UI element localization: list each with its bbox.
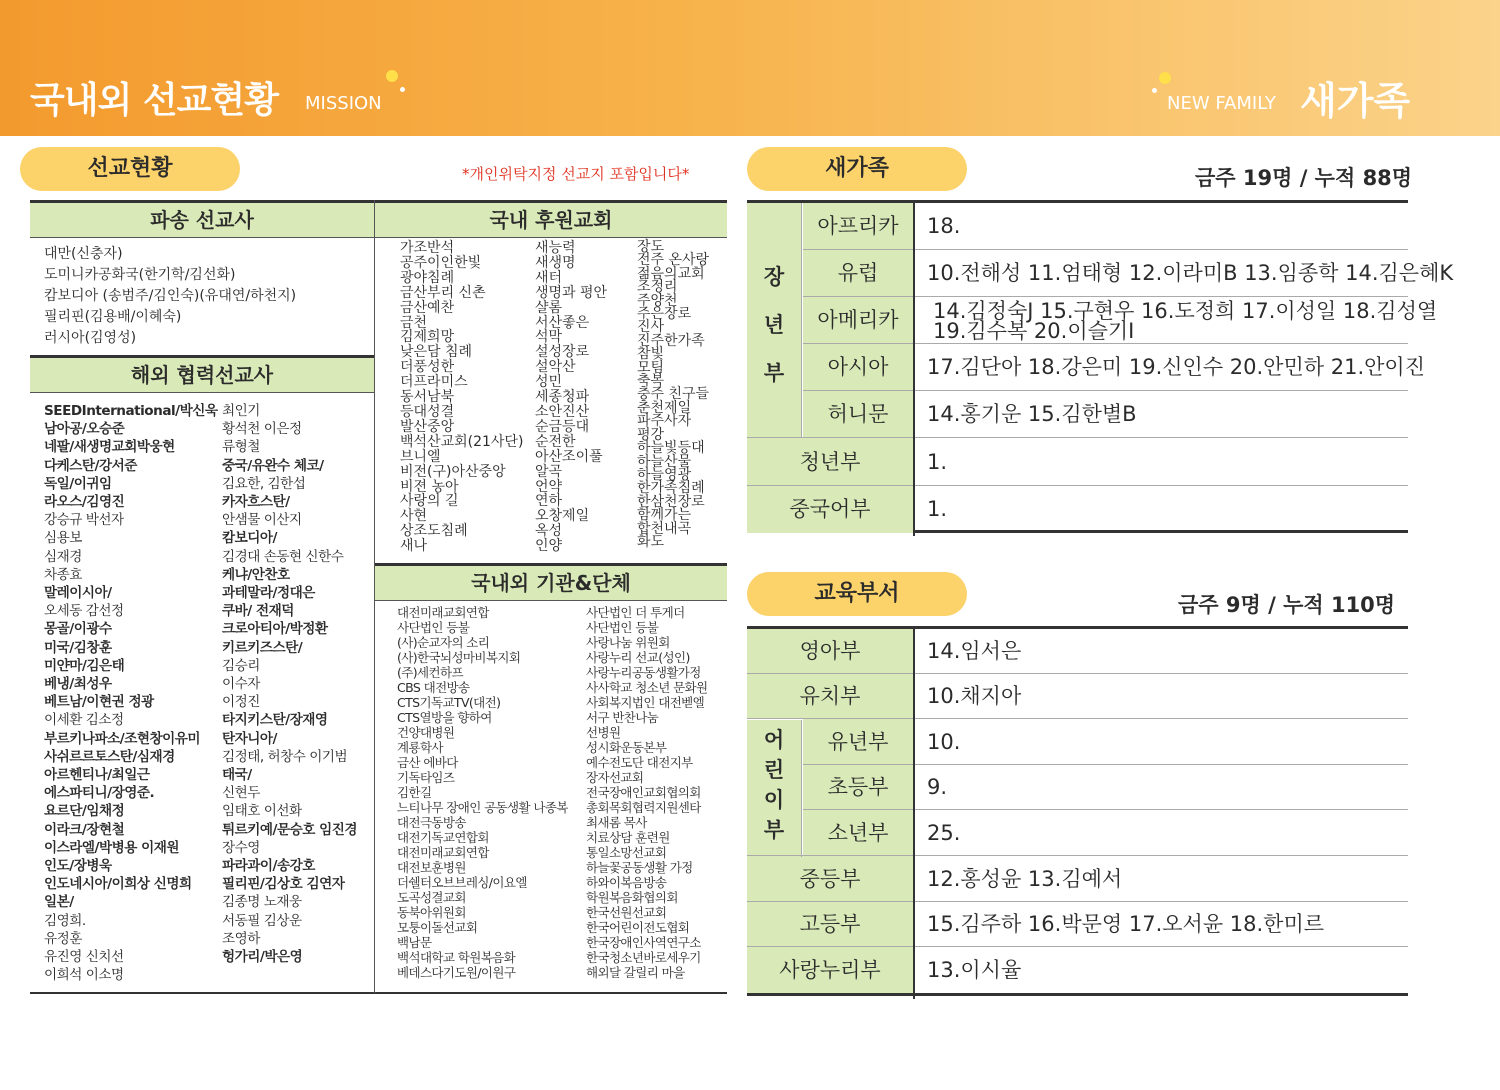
partner-missionary-item: 키르키즈스탄/ [222, 639, 303, 656]
partner-missionary-item: 요르단/임채정 [44, 803, 125, 820]
organization-item: 사랑누리 선교(성인) [586, 650, 690, 665]
partner-missionary-item: 카자흐스탄/ [222, 494, 290, 511]
education-row-value: 15.김주하 16.박문영 17.오서윤 18.한미르 [927, 912, 1325, 936]
domestic-church-item: 금산예찬 [400, 299, 455, 316]
education-row-value: 25. [927, 821, 961, 845]
newfamily-row-value: 14.김정숙J 15.구현우 16.도정희 17.이성일 18.김성열 [933, 299, 1438, 323]
newfamily-group-char: 년 [763, 313, 785, 337]
education-row-label: 중등부 [747, 856, 913, 902]
domestic-church-item: 순전한 [535, 433, 576, 450]
education-row-value: 9. [927, 775, 948, 799]
domestic-church-item: 진사 [637, 319, 665, 336]
newfamily-row-value: 18. [927, 214, 961, 238]
organization-item: 사단법인 등불 [586, 620, 659, 635]
domestic-church-item: 등대성결 [400, 403, 455, 420]
domestic-church-item: 새생명 [535, 254, 576, 271]
newfamily-table [747, 200, 1454, 533]
organization-item: 한국선원선교회 [586, 905, 667, 920]
organization-item: 사사학교 청소년 문화원 [586, 680, 708, 695]
organization-item: 더쉘터오브브레싱/이요엘 [397, 875, 527, 890]
group-divider [801, 203, 802, 438]
domestic-church-item: 설성장로 [535, 344, 590, 361]
organization-item: 전국장애인교회협의회 [586, 785, 701, 800]
organization-item: 치료상담 훈련원 [586, 830, 670, 845]
partner-missionary-item: 독일/이귀임 [44, 475, 112, 492]
domestic-church-header: 국내 후원교회 [375, 200, 727, 238]
sent-missionary-item: 캄보디아 (송범주/김인숙)(유대연/하천지) [44, 288, 297, 304]
domestic-church-item: 설악산 [535, 359, 576, 376]
education-row-label: 영아부 [747, 629, 913, 674]
partner-missionary-item: 이희석 이소명 [44, 967, 124, 984]
organization-item: 기독타임즈 [397, 770, 455, 785]
mission-section-pill: 선교현황 [20, 147, 240, 191]
education-group-char: 부 [763, 818, 785, 842]
newfamily-row-value: 14.홍기운 15.김한별B [927, 402, 1137, 426]
domestic-church-item: 한삼천장로 [637, 493, 705, 510]
partner-missionary-item: 사쉬르르토스탄/심재경 [44, 748, 175, 765]
organization-item: CBS 대전방송 [397, 680, 470, 695]
partner-missionary-item: 케냐/안찬호 [222, 566, 290, 583]
partner-missionary-item: 조영하 [222, 930, 260, 947]
partner-missionary-item: 타지키스탄/장재영 [222, 712, 328, 729]
education-group-cell [747, 720, 801, 857]
sent-missionary-item: 러시아(김영성) [44, 330, 137, 346]
organization-item: (사)순교자의 소리 [397, 635, 490, 650]
organization-item: 백남문 [397, 935, 432, 950]
organization-item: 김한길 [397, 785, 432, 800]
domestic-church-item: 연하 [535, 493, 563, 510]
organization-col1 [397, 605, 568, 980]
partner-missionary-item: 크로아티아/박정환 [222, 621, 328, 638]
partner-missionary-header: 해외 협력선교사 [30, 355, 374, 393]
organization-item: 계룡학사 [397, 740, 443, 755]
partner-missionary-item: 장수영 [222, 839, 260, 856]
partner-missionary-item: 심용보 [44, 530, 82, 547]
organization-item: 사랑나눔 위원회 [586, 635, 670, 650]
newfamily-row-label: 청년부 [747, 438, 913, 486]
education-row-label: 사랑누리부 [747, 947, 913, 993]
organization-col2 [586, 605, 708, 980]
decor-dot-small-icon [400, 87, 405, 92]
newfamily-group-char: 장 [763, 265, 785, 289]
organization-item: 백석대학교 학원복음화 [397, 950, 516, 965]
organization-item: CTS열방을 향하여 [397, 710, 492, 725]
education-row-value: 14.임서은 [927, 639, 1022, 663]
partner-missionary-item: 캄보디아/ [222, 530, 277, 547]
education-group-char: 린 [763, 758, 785, 782]
organization-item: 대전기독교연합회 [397, 830, 489, 845]
domestic-church-item: 세종청파 [535, 389, 590, 406]
partner-missionary-item: 중국/유완수 체코/ [222, 457, 324, 474]
organization-item: 느티나무 장애인 공동생활 나종복 [397, 800, 568, 815]
domestic-church-item: 서산좋은 [535, 314, 590, 331]
newfamily-group-char: 부 [763, 361, 785, 385]
organization-item: 하늘꽃공동생활 가정 [586, 860, 693, 875]
education-row-label: 초등부 [803, 765, 913, 810]
partner-missionary-item: 미국/김창훈 [44, 639, 112, 656]
organization-item: 장자선교회 [586, 770, 644, 785]
education-row-label: 고등부 [747, 902, 913, 947]
partner-missionary-item: 차종효 [44, 566, 82, 583]
domestic-church-item: 하늘산물 [637, 453, 692, 470]
mission-note: *개인위탁지정 선교지 포함입니다* [462, 165, 690, 183]
domestic-church-item: 옥성 [535, 523, 563, 540]
group-divider [801, 720, 802, 857]
organization-item: 사회복지법인 대전벧엘 [586, 695, 705, 710]
newfamily-row-label: 중국어부 [747, 486, 913, 533]
partner-missionary-item: 말레이시아/ [44, 585, 112, 602]
domestic-church-item: 상조도침례 [400, 523, 468, 540]
partner-missionary-item: 인도/장병욱 [44, 858, 112, 875]
newfamily-row-label: 유럽 [803, 250, 913, 297]
newfamily-row-value: 19.김수복 20.이슬기I [933, 319, 1135, 343]
domestic-church-item: 오창제일 [535, 508, 590, 525]
domestic-church-item: 젊음의교회 [637, 265, 705, 282]
organization-item: 사단법인 등불 [397, 620, 470, 635]
domestic-church-item: 주양천 [637, 292, 678, 309]
education-row-value: 10. [927, 730, 961, 754]
domestic-church-item: 충주 친구들 [637, 386, 710, 403]
organization-item: 대전미래교회연합 [397, 605, 489, 620]
education-section-pill: 교육부서 [747, 572, 967, 616]
partner-missionary-item: 아르헨티나/최일근 [44, 767, 150, 784]
partner-missionary-item: 유정훈 [44, 930, 82, 947]
partner-missionary-item: 부르키나파소/조현창이유미 [44, 730, 201, 747]
domestic-church-col1 [400, 241, 523, 554]
partner-missionary-item: 김요한, 김한섭 [222, 475, 306, 492]
organization-item: 베데스다기도원/이원구 [397, 965, 516, 980]
education-row-label: 유년부 [803, 719, 913, 765]
partner-missionary-item: 이스라엘/박병용 이재원 [44, 839, 180, 856]
domestic-church-item: 춘천제일 [637, 399, 692, 416]
organization-item: 학원복음화협의회 [586, 890, 678, 905]
domestic-church-item: 가조반석 [400, 240, 455, 256]
education-row-label: 소년부 [803, 810, 913, 856]
domestic-church-item: 장도 [637, 239, 665, 255]
education-row-label: 유치부 [747, 674, 913, 719]
partner-missionary-item: 쿠바/ 전재덕 [222, 603, 294, 620]
newfamily-row-label: 아메리카 [803, 297, 913, 344]
partner-missionary-item: 김영희. [44, 912, 86, 929]
partner-missionary-item: 김승리 [222, 657, 260, 674]
domestic-church-item: 평강 [637, 426, 665, 443]
partner-missionary-item: 신현두 [222, 785, 260, 802]
partner-missionary-item: 남아공/오승준 [44, 421, 125, 438]
sent-missionary-item: 대만(신충자) [44, 246, 123, 262]
partner-missionary-item: 유진영 신치선 [44, 949, 124, 966]
organization-item: 사랑누리공동생활가정 [586, 665, 701, 680]
partner-missionary-item: 필리핀/김상호 김연자 [222, 876, 345, 893]
domestic-church-item: 하늘영광 [637, 466, 692, 483]
header-right-subtitle: NEW FAMILY [1167, 93, 1276, 114]
partner-missionary-item: 김정태, 허창수 이기범 [222, 748, 348, 765]
partner-missionary-item: 황석천 이은정 [222, 421, 302, 438]
organization-item: 대전극동방송 [397, 815, 466, 830]
partner-missionary-item: 라오스/김영진 [44, 494, 125, 511]
organization-item: 해외달 갈릴리 마을 [586, 965, 685, 980]
domestic-church-item: 석막 [535, 329, 563, 346]
column-divider [913, 629, 915, 999]
domestic-church-item: 금산부리 신촌 [400, 284, 486, 301]
organization-item: 금산 에바다 [397, 755, 458, 770]
partner-missionary-item: 이라크/장현철 [44, 821, 125, 838]
decor-dot-icon [1159, 72, 1171, 84]
domestic-church-item: 낮은담 침례 [400, 344, 473, 361]
partner-missionary-item: 몽골/이광수 [44, 621, 112, 638]
domestic-church-item: 아산조이풀 [535, 448, 603, 465]
domestic-church-item: 더프라미스 [400, 374, 468, 391]
partner-missionary-item: 김경대 손동현 신한수 [222, 548, 344, 565]
domestic-church-item: 발산중앙 [400, 418, 455, 435]
domestic-church-item: 비전(구)아산중앙 [400, 463, 506, 480]
newfamily-section-pill: 새가족 [747, 147, 967, 191]
partner-list-col1 [44, 402, 218, 985]
organization-item: CTS기독교TV(대전) [397, 695, 501, 710]
domestic-church-item: 생명과 평안 [535, 284, 608, 301]
partner-missionary-item: 미얀마/김은태 [44, 657, 125, 674]
domestic-church-item: 하늘빛등대 [637, 440, 705, 457]
organization-item: 총회목회협력지원센타 [586, 800, 701, 815]
newfamily-row-label: 아프리카 [803, 203, 913, 250]
education-row-value: 13.이시율 [927, 958, 1022, 982]
newfamily-row-value: 1. [927, 497, 948, 521]
newfamily-row-value: 17.김단아 18.강은미 19.신인수 20.안민하 21.안이진 [927, 355, 1425, 379]
partner-list-col2 [222, 402, 357, 966]
partner-missionary-item: 류형철 [222, 439, 260, 456]
sent-missionary-item: 도미니카공화국(한기학/김선화) [44, 267, 236, 283]
partner-missionary-item: 베냉/최성우 [44, 676, 112, 693]
education-total: 금주 9명 / 누적 110명 [1178, 593, 1396, 617]
education-row-value: 12.홍성윤 13.김예서 [927, 867, 1123, 891]
domestic-church-item: 금천 [400, 314, 428, 331]
domestic-church-item: 새능력 [535, 240, 576, 256]
domestic-church-item: 참빛 [637, 346, 665, 363]
domestic-church-item: 백석산교회(21사단) [400, 433, 524, 450]
education-table [747, 626, 1408, 996]
domestic-church-item: 동서남북 [400, 389, 455, 406]
domestic-church-item: 함께가는 [637, 507, 692, 524]
decor-dot-icon [386, 70, 398, 82]
domestic-church-item: 새터 [535, 269, 563, 286]
partner-missionary-item: 과테말라/정대은 [222, 585, 315, 602]
partner-missionary-item: 이수자 [222, 676, 260, 693]
sent-missionary-header: 파송 선교사 [30, 200, 374, 238]
domestic-church-col2 [535, 241, 607, 554]
organization-item: 한국어린이전도협회 [586, 920, 690, 935]
domestic-church-item: 한가족침례 [637, 480, 705, 497]
domestic-church-item: 주은장로 [637, 306, 692, 323]
organization-item: 선병원 [586, 725, 621, 740]
partner-missionary-item: 에스파티니/장영준. [44, 785, 155, 802]
page-header [0, 0, 1500, 136]
partner-missionary-item: 임태호 이선화 [222, 803, 302, 820]
education-group-char: 이 [763, 788, 785, 812]
domestic-church-item: 파주사자 [637, 413, 692, 430]
domestic-church-item: 성민 [535, 374, 563, 391]
domestic-church-item: 화도 [637, 533, 665, 550]
partner-missionary-item: 최인기 [222, 403, 260, 419]
partner-missionary-item: 다케스탄/강서준 [44, 457, 137, 474]
domestic-church-item: 진주한가족 [637, 332, 705, 349]
domestic-church-item: 인양 [535, 538, 563, 555]
partner-missionary-item: 심재경 [44, 548, 82, 565]
organization-item: 동북아위원회 [397, 905, 466, 920]
domestic-church-item: 새나 [400, 538, 428, 555]
column-divider [913, 203, 915, 536]
domestic-church-item: 모팀 [637, 359, 665, 376]
partner-missionary-item: 강승규 박선자 [44, 512, 124, 529]
domestic-church-item: 언약 [535, 478, 563, 495]
organization-item: 한국청소년바로세우기 [586, 950, 701, 965]
newfamily-group-cell [747, 203, 801, 438]
organization-item: 서구 반찬나눔 [586, 710, 659, 725]
domestic-church-item: 비젼 농아 [400, 478, 459, 495]
domestic-church-item: 합천내곡 [637, 520, 692, 537]
organization-item: 대전미래교회연합 [397, 845, 489, 860]
organization-header: 국내외 기관&단체 [375, 563, 727, 601]
partner-missionary-item: 이세환 김소정 [44, 712, 124, 729]
organization-item: 건양대병원 [397, 725, 455, 740]
partner-missionary-item: 인도네시아/이희상 신명희 [44, 876, 192, 893]
organization-item: 예수전도단 대전지부 [586, 755, 693, 770]
domestic-church-item: 샬롬 [535, 299, 563, 316]
partner-missionary-item: 이정진 [222, 694, 260, 711]
partner-missionary-item: 탄자니아/ [222, 730, 277, 747]
domestic-church-item: 브니엘 [400, 448, 441, 465]
newfamily-row-label: 아시아 [803, 344, 913, 391]
newfamily-total: 금주 19명 / 누적 88명 [1195, 166, 1413, 190]
partner-missionary-item: 튀르키예/문승호 임진경 [222, 821, 358, 838]
domestic-church-item: 사현 [400, 508, 428, 525]
newfamily-row-value: 10.전해성 11.엄태형 12.이라미B 13.임종학 14.김은혜K [927, 261, 1454, 285]
domestic-church-item: 축복 [637, 373, 665, 390]
partner-missionary-item: 네팔/새생명교회박웅현 [44, 439, 175, 456]
domestic-church-item: 김제희망 [400, 329, 455, 346]
partner-missionary-item: 서동필 김상운 [222, 912, 302, 929]
organization-item: 성시화운동본부 [586, 740, 667, 755]
organization-item: 도곡성결교회 [397, 890, 466, 905]
newfamily-row-label: 허니문 [803, 391, 913, 438]
organization-item: 대전보훈병원 [397, 860, 466, 875]
partner-missionary-item: 헝가리/박은영 [222, 949, 303, 966]
header-left-subtitle: MISSION [305, 93, 382, 114]
organization-item: (주)세컨하프 [397, 665, 463, 680]
partner-missionary-item: 베트남/이현권 정광 [44, 694, 154, 711]
domestic-church-item: 순금등대 [535, 418, 590, 435]
partner-missionary-item: 김종명 노재웅 [222, 894, 302, 911]
sent-missionary-item: 필리핀(김용배/이혜숙) [44, 309, 182, 325]
organization-item: (사)한국뇌성마비복지회 [397, 650, 521, 665]
education-row-value: 10.채지아 [927, 684, 1022, 708]
decor-dot-small-icon [1152, 88, 1157, 93]
newfamily-row-value: 1. [927, 450, 948, 474]
education-group-char: 어 [763, 728, 785, 752]
header-right-title: 새가족 [1300, 79, 1411, 123]
partner-missionary-item: 일본/ [44, 894, 74, 911]
domestic-church-item: 광야침례 [400, 269, 455, 286]
domestic-church-item: 사랑의 길 [400, 493, 459, 510]
organization-item: 모퉁이돌선교회 [397, 920, 478, 935]
organization-item: 한국장애인사역연구소 [586, 935, 701, 950]
domestic-church-item: 더풍성한 [400, 359, 455, 376]
domestic-church-col3 [637, 241, 709, 549]
domestic-church-item: 조정리 [637, 279, 678, 296]
partner-missionary-item: SEEDInternational/박신욱 [44, 403, 218, 419]
partner-missionary-item: 오세동 감선정 [44, 603, 124, 620]
domestic-church-item: 전주 온사랑 [637, 252, 710, 269]
partner-missionary-item: 파라과이/송강호 [222, 858, 315, 875]
domestic-church-item: 소안진산 [535, 403, 590, 420]
partner-missionary-item: 태국/ [222, 767, 252, 784]
partner-missionary-item: 안샘물 이산지 [222, 512, 302, 529]
organization-item: 사단법인 더 투게더 [586, 605, 685, 620]
organization-item: 통일소망선교회 [586, 845, 667, 860]
domestic-church-item: 알곡 [535, 463, 563, 480]
organization-item: 최새롬 목사 [586, 815, 647, 830]
domestic-church-item: 공주이인한빛 [400, 254, 482, 271]
organization-item: 하와이복음방송 [586, 875, 667, 890]
header-left-title: 국내외 선교현황 [30, 80, 278, 121]
